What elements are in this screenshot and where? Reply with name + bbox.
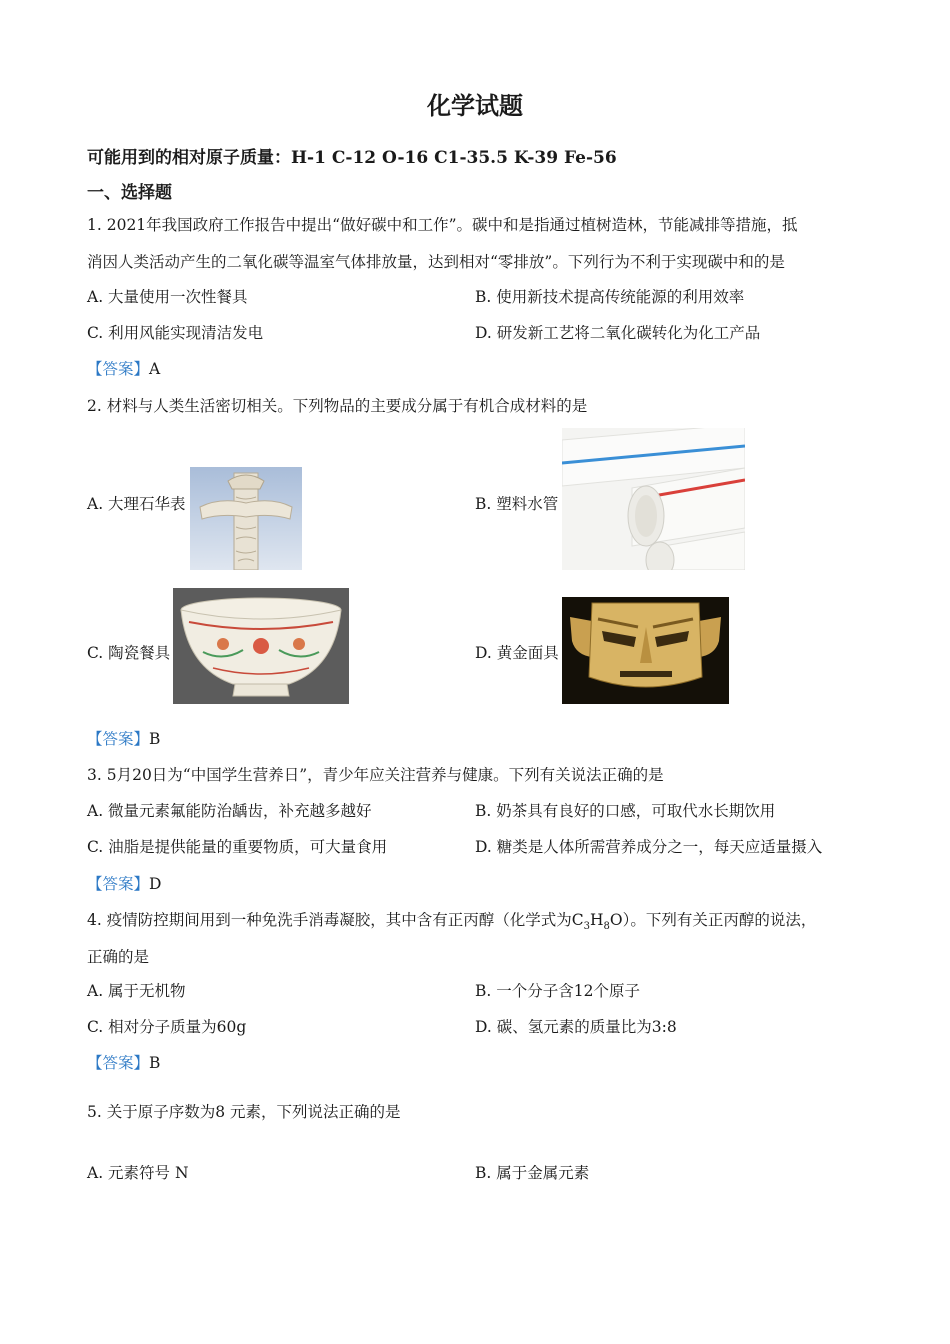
q3-option-c: C. 油脂是提供能量的重要物质，可大量食用 — [87, 838, 388, 856]
q1-stem-line2: 消因人类活动产生的二氧化碳等温室气体排放量，达到相对“零排放”。下列行为不利于实现碳中和的是 — [87, 253, 785, 271]
q4-stem-line2: 正确的是 — [87, 948, 150, 966]
q1-stem-line1: 1. 2021年我国政府工作报告中提出“做好碳中和工作”。碳中和是指通过植树造林，节能减排等措施，抵 — [87, 216, 798, 234]
q1-option-c: C. 利用风能实现清洁发电 — [87, 324, 264, 342]
q3-stem: 3. 5月20日为“中国学生营养日”，青少年应关注营养与健康。下列有关说法正确的是 — [87, 766, 664, 784]
q3-answer: 【答案】D — [87, 875, 162, 893]
q2-option-b: B. 塑料水管 — [475, 495, 559, 513]
q5-stem: 5. 关于原子序数为8 元素，下列说法正确的是 — [87, 1103, 401, 1121]
q5-option-b: B. 属于金属元素 — [475, 1164, 590, 1182]
q4-option-c: C. 相对分子质量为60g — [87, 1018, 247, 1036]
q2-answer: 【答案】B — [87, 730, 161, 748]
q3-option-d: D. 糖类是人体所需营养成分之一，每天应适量摄入 — [475, 838, 823, 856]
q4-answer: 【答案】B — [87, 1054, 161, 1072]
q1-option-b: B. 使用新技术提高传统能源的利用效率 — [475, 288, 745, 306]
q4-option-b: B. 一个分子含12个原子 — [475, 982, 640, 1000]
q4-stem-line1: 4. 疫情防控期间用到一种免洗手消毒凝胶，其中含有正丙醇（化学式为$C_3H_8O$）。下列有关正丙醇的说法， — [87, 911, 817, 933]
q2-option-d: D. 黄金面具 — [475, 644, 559, 662]
q3-option-b: B. 奶茶具有良好的口感，可取代水长期饮用 — [475, 802, 776, 820]
q4-option-a: A. 属于无机物 — [87, 982, 186, 1000]
q2-option-c: C. 陶瓷餐具 — [87, 644, 171, 662]
q1-option-a: A. 大量使用一次性餐具 — [87, 288, 248, 306]
gold-mask-image — [562, 597, 729, 704]
plastic-pipe-image — [562, 428, 745, 570]
q2-stem: 2. 材料与人类生活密切相关。下列物品的主要成分属于有机合成材料的是 — [87, 397, 588, 415]
q1-option-d: D. 研发新工艺将二氧化碳转化为化工产品 — [475, 324, 761, 342]
porcelain-bowl-image — [173, 588, 349, 704]
page-title: 化学试题 — [427, 91, 523, 120]
q5-option-a: A. 元素符号 N — [87, 1164, 189, 1182]
marble-huabiao-image — [190, 467, 302, 570]
q3-option-a: A. 微量元素氟能防治龋齿，补充越多越好 — [87, 802, 372, 820]
atomic-masses: 可能用到的相对原子质量：H-1 C-12 O-16 C1-35.5 K-39 Fe-56 — [87, 148, 617, 168]
q2-option-a: A. 大理石华表 — [87, 495, 186, 513]
q1-answer: 【答案】A — [87, 360, 161, 378]
q4-option-d: D. 碳、氢元素的质量比为3:8 — [475, 1018, 677, 1036]
section-heading: 一、选择题 — [87, 183, 172, 203]
